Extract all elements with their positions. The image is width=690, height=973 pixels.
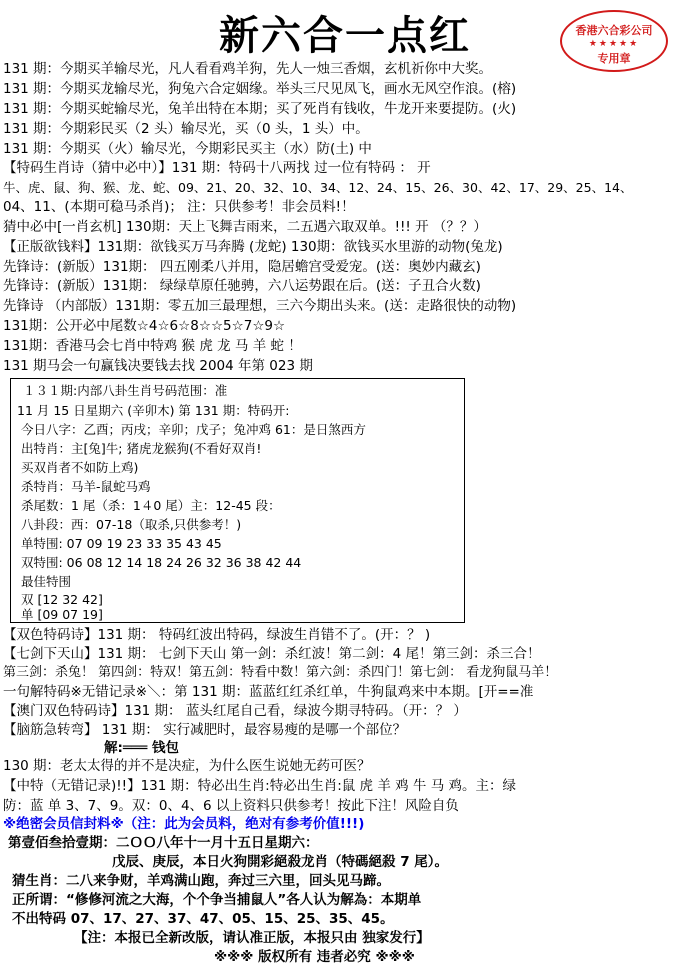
bagua-info-box [10, 378, 465, 623]
riddle-answer: 解:═══ 钱包 [104, 740, 179, 756]
box-line: 今日八字：乙酉；丙戌；辛卯；戊子；兔冲鸡 61：是日煞西方 [21, 422, 366, 437]
text-line: 戊辰、庚辰，本日火狗開彩絕殺龙肖（特碼絕殺 7 尾）。 [112, 854, 449, 870]
box-line: 最佳特围 [21, 574, 72, 589]
text-line: 先锋诗：(新版）131期： 绿绿草原任驰骋，六八运势跟在后。(送：子丑合火数) [3, 278, 481, 294]
box-line: 杀特肖：马羊-鼠蛇马鸡 [21, 479, 151, 494]
notice-line: 【注：本报已全新改版，请认准正版，本报只由 独家发行】 [74, 930, 430, 946]
seal-text-bottom: 专用章 [597, 52, 631, 65]
text-line: 131 期马会一句赢钱决要钱去找 2004 年第 023 期 [3, 358, 313, 374]
box-line: 八卦段：西：07-18（取杀,只供参考！) [21, 517, 242, 532]
text-line: 131期：香港马会七肖中特鸡 猴 虎 龙 马 羊 蛇 ！ [3, 338, 302, 354]
seal-text-top: 香港六合彩公司 [575, 24, 653, 37]
text-line: 【特码生肖诗（猜中必中）】131 期：特码十八两找 过一位有特码 ： 开 [3, 160, 431, 176]
text-line: 04、11、(本期可稳马杀肖)； 注：只供参考！非会员料!！ [3, 199, 355, 215]
text-line: 第三剑：杀兔！ 第四剑：特双！第五剑：特看中数！第六剑：杀四门！第七剑： 看龙狗鼠马羊！ [3, 665, 558, 680]
text-line: 【双色特码诗】131 期： 特码红波出特码，绿波生肖错不了。(开：？ ) [3, 627, 431, 643]
box-line: １３１期:内部八卦生肖号码范围：准 [23, 383, 228, 398]
box-line: 双 [12 32 42] [21, 592, 103, 607]
text-line: 【澳门双色特码诗】131 期： 蓝头红尾自己看，绿波今期寻特码。（开：？ ） [3, 703, 467, 719]
text-line: 【七剑下天山】131 期： 七剑下天山 第一剑：杀红波！第二剑：4 尾！第三剑：杀三合！ [3, 646, 541, 662]
copyright-line: ※※※ 版权所有 违者必究 ※※※ [214, 949, 415, 965]
date-line: 第壹佰叁拾壹期：二ＯＯ八年十一月十五日星期六： [8, 835, 319, 851]
text-line: 131 期：今期买蛇输尽光，兔羊出特在本期；买了死肖有钱收，牛龙开来要提防。(火) [3, 101, 517, 117]
text-line: 猜中必中[一肖玄机] 130期：天上飞舞吉雨来，二五遇六取双单。!!! 开 （？？） [3, 219, 487, 235]
text-line: 【中特（无错记录)!!】131 期：特必出生肖:特必出生肖:鼠 虎 羊 鸡 牛 马 鸡。主：绿 [3, 778, 516, 794]
text-line: 【正版欲钱料】131期：欲钱买万马奔腾 (龙蛇) 130期：欲钱买水里游的动物(兔龙) [3, 239, 503, 255]
box-line: 单 [09 07 19] [21, 607, 103, 622]
text-line: 131 期：今期买（火）输尽光，今期彩民买主（水）防(土) 中 [3, 141, 372, 157]
box-line: 11 月 15 日星期六 (辛卯木) 第 131 期：特码开: [17, 403, 290, 418]
box-line: 买双肖者不如防上鸡) [21, 460, 139, 475]
text-line: 不出特码 07、17、27、37、47、05、15、25、35、45。 [12, 911, 394, 927]
text-line: 牛、虎、鼠、狗、猴、龙、蛇、09、21、20、32、10、34、12、24、15、26、30、42、17、29、25、14、 [3, 180, 633, 195]
text-line: 正所谓：“修修河流之大海，个个争当捕鼠人”各人认为解為：本期单 [12, 892, 422, 908]
text-line: 防：蓝 单 3、7、9。双：0、4、6 以上资料只供参考！按此下注！风险自负 [3, 798, 459, 814]
company-seal [560, 10, 668, 72]
text-line: 一句解特码※无错记录※＼：第 131 期：蓝蓝红红杀红单，牛狗鼠鸡来中本期。[开==准 [3, 684, 534, 700]
text-line: 【脑筋急转弯】 131 期： 实行减肥时，最容易瘦的是哪一个部位？ [3, 722, 407, 738]
text-line: 先锋诗 （内部版）131期：零五加三最理想，三六今期出头来。(送：走路很快的动物) [3, 298, 517, 314]
box-line: 双特围: 06 08 12 14 18 24 26 32 36 38 42 44 [21, 555, 302, 570]
text-line: 131 期：今期彩民买（2 头）输尽光，买（0 头，1 头）中。 [3, 121, 369, 137]
text-line: 131 期：今期买羊输尽光，凡人看看鸡羊狗，先人一烛三香烟，玄机祈你中大奖。 [3, 61, 493, 77]
text-line: 先锋诗：(新版）131期： 四五刚柔八并用，隐居蟾宫受爱宠。(送：奥妙内藏玄) [3, 259, 481, 275]
box-line: 单特围: 07 09 19 23 33 35 43 45 [21, 536, 222, 551]
box-line: 出特肖：主[兔]牛; 猪虎龙猴狗(不看好双肖! [21, 441, 262, 456]
page-title: 新六合一点红 [219, 12, 471, 59]
text-line: 131 期：今期买龙输尽光，狗兔六合定姻缘。举头三尺见凤飞，画水无风空作浪。(榕) [3, 81, 517, 97]
text-line: 130 期：老太太得的并不是决症，为什么医生说她无药可医？ [3, 758, 371, 774]
text-line: 131期：公开必中尾数☆4☆6☆8☆☆5☆7☆9☆ [3, 318, 286, 334]
seal-stars: ★★★★★ [588, 39, 640, 49]
member-note: ※绝密会员信封料※（注：此为会员料，绝对有参考价值!!!) [3, 816, 365, 832]
text-line: 猜生肖：二八来争财，羊鸡满山跑，奔过三六里，回头见马蹄。 [12, 873, 390, 889]
box-line: 杀尾数：1 尾（杀：1４0 尾）主：12-45 段： [21, 498, 281, 513]
